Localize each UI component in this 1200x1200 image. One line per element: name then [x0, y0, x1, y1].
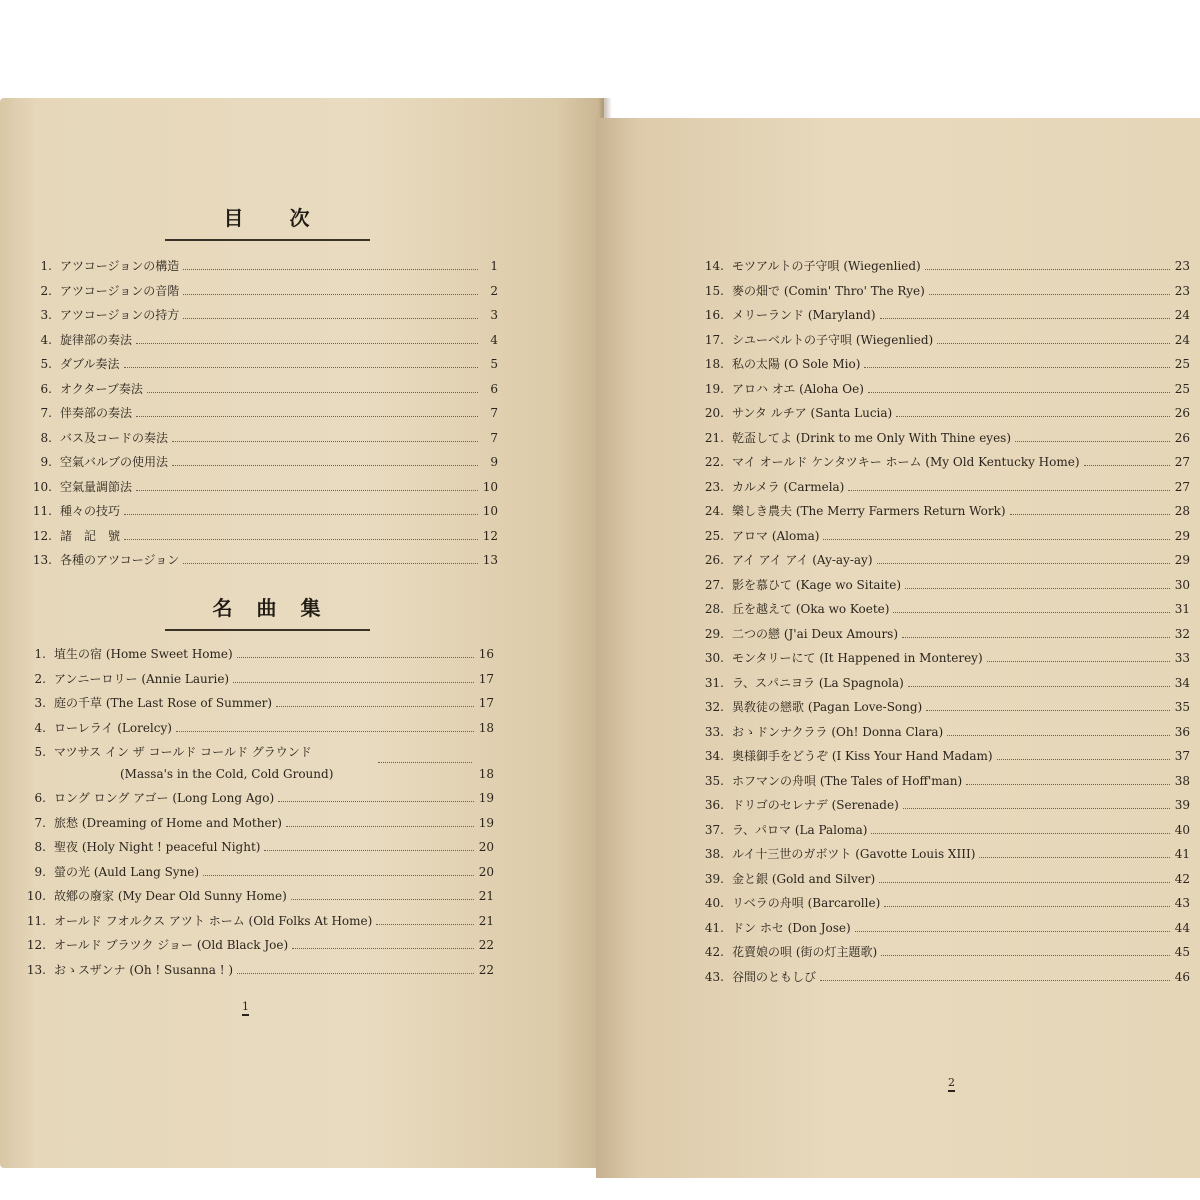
toc-entry [30, 328, 498, 353]
leader-dots [905, 588, 1170, 589]
entry-page: 43 [1174, 896, 1190, 910]
toc-entry [702, 597, 1190, 622]
toc-entry [702, 940, 1190, 965]
entry-page: 39 [1174, 798, 1190, 812]
leader-dots [893, 612, 1170, 613]
entry-number: 4. [40, 332, 52, 347]
toc-entry [24, 933, 494, 958]
entry-page: 40 [1174, 822, 1190, 837]
leader-dots [823, 539, 1170, 540]
entry-number: 5. [34, 745, 46, 759]
toc-entry [24, 786, 494, 811]
contents-list [30, 254, 498, 573]
entry-page: 6 [490, 381, 498, 396]
leader-dots [278, 801, 474, 802]
entry-title: マツサス イン ザ コールド コールド グラウンド [54, 745, 312, 759]
entry-title: シユーベルトの子守唄 (Wiegenlied) [732, 332, 934, 347]
entry-page: 3 [490, 308, 498, 322]
entry-page: 23 [1174, 283, 1190, 298]
entry-number: 2. [40, 283, 52, 298]
entry-page: 2 [490, 283, 498, 298]
toc-entry [702, 524, 1190, 549]
leader-dots [903, 808, 1170, 809]
toc-entry [702, 426, 1190, 451]
leader-dots [176, 731, 474, 732]
leader-dots [896, 416, 1170, 417]
toc-entry [30, 377, 498, 402]
entry-title: ローレライ (Lorelcy) [54, 720, 172, 735]
entry-number: 30. [704, 651, 724, 665]
entry-title: オクターブ奏法 [60, 381, 143, 396]
entry-number: 8. [34, 840, 46, 854]
entry-page: 20 [478, 840, 494, 854]
entry-page: 16 [478, 647, 494, 661]
toc-entry [30, 352, 498, 377]
entry-number: 1. [34, 647, 46, 661]
entry-page: 31 [1174, 602, 1190, 616]
entry-number: 35. [704, 773, 724, 788]
toc-entry [24, 958, 494, 983]
entry-title: 二つの戀 (J'ai Deux Amours) [732, 626, 899, 641]
entry-page: 18 [478, 720, 494, 735]
entry-page: 42 [1174, 871, 1190, 886]
toc-entry [702, 769, 1190, 794]
entry-number: 18. [704, 357, 724, 371]
leader-dots [376, 924, 474, 925]
toc-entry [702, 818, 1190, 843]
leader-dots [136, 490, 478, 491]
toc-entry [702, 720, 1190, 745]
heading-rule [165, 239, 370, 241]
toc-entry [24, 716, 494, 741]
entry-page: 12 [482, 528, 498, 543]
toc-entry [702, 352, 1190, 377]
entry-page: 21 [478, 889, 494, 903]
toc-entry [702, 842, 1190, 867]
entry-title: 伴奏部の奏法 [60, 406, 133, 420]
entry-title: ロング ロング アゴー (Long Long Ago) [54, 791, 275, 805]
toc-entry [702, 377, 1190, 402]
entry-title: 金と銀 (Gold and Silver) [732, 871, 876, 886]
songs-heading: 名 曲 集 [165, 592, 370, 621]
entry-number: 10. [26, 889, 46, 903]
toc-entry [24, 811, 494, 836]
entry-number: 6. [40, 381, 52, 396]
toc-entry [702, 548, 1190, 573]
entry-number: 3. [40, 308, 52, 322]
leader-dots [1015, 441, 1170, 442]
entry-title: 谷間のともしび [732, 969, 817, 984]
leader-dots [276, 706, 474, 707]
toc-entry [24, 740, 494, 786]
leader-dots [203, 875, 474, 876]
entry-title: 異敎徒の戀歌 (Pagan Love-Song) [732, 700, 923, 714]
entry-page: 35 [1174, 700, 1190, 714]
entry-title: バス及コードの奏法 [60, 430, 169, 445]
entry-number: 40. [704, 896, 724, 910]
leader-dots [947, 735, 1170, 736]
toc-entry [24, 642, 494, 667]
leader-dots [979, 857, 1170, 858]
toc-entry [30, 499, 498, 524]
entry-number: 13. [26, 962, 46, 977]
entry-page: 44 [1174, 920, 1190, 935]
entry-page: 24 [1174, 308, 1190, 322]
toc-entry [702, 793, 1190, 818]
entry-title: 麥の畑で (Comin' Thro' The Rye) [732, 283, 925, 298]
entry-number: 27. [704, 577, 724, 592]
entry-number: 19. [704, 381, 724, 396]
entry-title: 旋律部の奏法 [60, 332, 133, 347]
toc-entry [702, 450, 1190, 475]
entry-subtitle: (Massa's in the Cold, Cold Ground) [120, 767, 334, 781]
entry-title: ホフマンの舟唄 (The Tales of Hoff'man) [732, 773, 963, 788]
leader-dots [820, 980, 1170, 981]
entry-title: モツアルトの子守唄 (Wiegenlied) [732, 259, 921, 273]
leader-dots [183, 269, 478, 270]
entry-number: 43. [704, 969, 724, 984]
leader-dots [124, 514, 478, 515]
entry-page: 26 [1174, 406, 1190, 420]
entry-number: 9. [40, 455, 52, 469]
toc-entry [24, 835, 494, 860]
entry-title: マイ オールド ケンタツキー ホーム (My Old Kentucky Home) [732, 455, 1080, 469]
toc-entry [702, 695, 1190, 720]
leader-dots [966, 784, 1170, 785]
entry-title: アロハ オエ (Aloha Oe) [732, 381, 864, 396]
toc-entry [30, 254, 498, 279]
leader-dots [183, 563, 478, 564]
entry-title: 諸 記 號 [60, 528, 121, 543]
entry-title: おゝスザンナ (Oh ! Susanna ! ) [54, 962, 234, 977]
toc-entry [30, 524, 498, 549]
entry-page: 27 [1174, 455, 1190, 469]
toc-entry [702, 916, 1190, 941]
entry-title: カルメラ (Carmela) [732, 479, 845, 494]
toc-entry [24, 909, 494, 934]
entry-number: 7. [34, 815, 46, 830]
leader-dots [855, 931, 1170, 932]
right-songs-list [702, 254, 1190, 989]
entry-title: 種々の技巧 [60, 504, 121, 518]
leader-dots [136, 343, 478, 344]
leader-dots [1084, 465, 1170, 466]
entry-title: 丘を越えて (Oka wo Koete) [732, 602, 890, 616]
entry-page: 46 [1174, 969, 1190, 984]
leader-dots [147, 392, 478, 393]
entry-page: 25 [1174, 381, 1190, 396]
entry-title: モンタリーにて (It Happened in Monterey) [732, 651, 983, 665]
entry-title: アツコージョンの持方 [60, 308, 180, 322]
entry-page: 9 [490, 455, 498, 469]
entry-page: 7 [490, 430, 498, 445]
entry-page: 17 [478, 696, 494, 710]
leader-dots [136, 416, 478, 417]
entry-title: アイ アイ アイ (Ay-ay-ay) [732, 553, 873, 567]
entry-page: 18 [478, 767, 494, 781]
entry-page: 30 [1174, 577, 1190, 592]
entry-title: 空氣量調節法 [60, 479, 133, 494]
leader-dots [987, 661, 1170, 662]
entry-number: 16. [704, 308, 724, 322]
entry-title: 故鄕の廢家 (My Dear Old Sunny Home) [54, 889, 287, 903]
entry-title: 庭の千草 (The Last Rose of Summer) [54, 696, 273, 710]
entry-title: アンニーロリー (Annie Laurie) [54, 671, 230, 686]
leader-dots [183, 294, 478, 295]
entry-title: 各種のアツコージョン [60, 553, 180, 567]
leader-dots [378, 762, 472, 763]
leader-dots [848, 490, 1170, 491]
entry-number: 5. [40, 357, 52, 371]
leader-dots [237, 657, 474, 658]
toc-entry [30, 279, 498, 304]
toc-entry [24, 860, 494, 885]
leader-dots [286, 826, 474, 827]
entry-page: 34 [1174, 675, 1190, 690]
entry-page: 32 [1174, 626, 1190, 641]
heading-rule [165, 629, 370, 631]
leader-dots [292, 948, 474, 949]
entry-title: 螢の光 (Auld Lang Syne) [54, 864, 200, 879]
entry-number: 4. [34, 720, 46, 735]
toc-entry [702, 254, 1190, 279]
leader-dots [868, 392, 1170, 393]
right-page [596, 118, 1200, 1178]
leader-dots [881, 955, 1170, 956]
leader-dots [908, 686, 1170, 687]
entry-title: オールド ブラツク ジョー (Old Black Joe) [54, 938, 289, 952]
leader-dots [183, 318, 478, 319]
entry-page: 13 [482, 553, 498, 567]
entry-title: サンタ ルチア (Santa Lucia) [732, 406, 893, 420]
entry-number: 36. [704, 798, 724, 812]
toc-entry [24, 691, 494, 716]
entry-page: 4 [490, 332, 498, 347]
entry-number: 7. [40, 406, 52, 420]
leader-dots [929, 294, 1170, 295]
entry-page: 45 [1174, 945, 1190, 959]
entry-page: 20 [478, 864, 494, 879]
entry-number: 12. [26, 938, 46, 952]
entry-number: 25. [704, 528, 724, 543]
entry-title: メリーランド (Maryland) [732, 308, 876, 322]
entry-title: 聖夜 (Holy Night ! peaceful Night) [54, 840, 261, 854]
toc-entry [702, 279, 1190, 304]
entry-number: 34. [704, 749, 724, 763]
entry-title: 樂しき農夫 (The Merry Farmers Return Work) [732, 504, 1006, 518]
entry-number: 39. [704, 871, 724, 886]
entry-title: おゝドンナクララ (Oh! Donna Clara) [732, 724, 944, 739]
entry-number: 33. [704, 724, 724, 739]
leader-dots [871, 833, 1170, 834]
entry-title: 花賣娘の唄 (街の灯主題歌) [732, 945, 878, 959]
toc-entry [702, 671, 1190, 696]
leader-dots [172, 441, 478, 442]
entry-page: 21 [478, 913, 494, 928]
toc-entry [30, 548, 498, 573]
entry-number: 41. [704, 920, 724, 935]
entry-number: 31. [704, 675, 724, 690]
entry-title: ラ、スパニヨラ (La Spagnola) [732, 675, 904, 690]
leader-dots [172, 465, 478, 466]
entry-page: 33 [1174, 651, 1190, 665]
toc-entry [30, 401, 498, 426]
entry-title: アツコージョンの構造 [60, 259, 180, 273]
entry-number: 21. [704, 430, 724, 445]
entry-title: 影を慕ひて (Kage wo Sitaite) [732, 577, 902, 592]
entry-page: 7 [490, 406, 498, 420]
leader-dots [880, 318, 1170, 319]
leader-dots [291, 899, 474, 900]
entry-number: 8. [40, 430, 52, 445]
entry-number: 32. [704, 700, 724, 714]
toc-entry [702, 573, 1190, 598]
entry-number: 17. [704, 332, 724, 347]
entry-title: 旅愁 (Dreaming of Home and Mother) [54, 815, 282, 830]
entry-number: 26. [704, 553, 724, 567]
toc-entry [702, 401, 1190, 426]
leader-dots [264, 850, 474, 851]
toc-entry [24, 667, 494, 692]
leader-dots [877, 563, 1170, 564]
leader-dots [902, 637, 1170, 638]
entry-page: 10 [482, 504, 498, 518]
toc-entry [702, 646, 1190, 671]
entry-number: 29. [704, 626, 724, 641]
toc-entry [30, 426, 498, 451]
entry-title: ラ、パロマ (La Paloma) [732, 822, 868, 837]
toc-entry [702, 744, 1190, 769]
entry-number: 24. [704, 504, 724, 518]
leader-dots [237, 973, 474, 974]
toc-entry [30, 303, 498, 328]
entry-page: 38 [1174, 773, 1190, 788]
leader-dots [925, 269, 1170, 270]
entry-number: 28. [704, 602, 724, 616]
entry-title: ドリゴのセレナデ (Serenade) [732, 798, 899, 812]
leader-dots [926, 710, 1170, 711]
leader-dots [124, 367, 478, 368]
entry-number: 2. [34, 671, 46, 686]
entry-page: 22 [478, 938, 494, 952]
leader-dots [879, 882, 1170, 883]
entry-number: 11. [26, 913, 46, 928]
toc-entry [702, 867, 1190, 892]
toc-entry [702, 499, 1190, 524]
leader-dots [233, 682, 474, 683]
entry-page: 41 [1174, 847, 1190, 861]
toc-entry [702, 303, 1190, 328]
entry-number: 13. [32, 553, 52, 567]
leader-dots [864, 367, 1170, 368]
entry-number: 9. [34, 864, 46, 879]
entry-page: 17 [478, 671, 494, 686]
entry-title: ルイ十三世のガボツト (Gavotte Louis XIII) [732, 847, 976, 861]
entry-page: 36 [1174, 724, 1190, 739]
entry-number: 37. [704, 822, 724, 837]
entry-page: 25 [1174, 357, 1190, 371]
page-number: 1 [242, 1000, 249, 1016]
open-book [0, 98, 1200, 1178]
entry-page: 29 [1174, 528, 1190, 543]
leader-dots [937, 343, 1170, 344]
toc-entry [702, 965, 1190, 990]
entry-page: 1 [490, 259, 498, 273]
entry-title: アツコージョンの音階 [60, 283, 180, 298]
entry-number: 12. [32, 528, 52, 543]
entry-number: 11. [32, 504, 52, 518]
entry-title: 私の太陽 (O Sole Mio) [732, 357, 861, 371]
entry-number: 38. [704, 847, 724, 861]
entry-title: ダブル奏法 [60, 357, 120, 371]
toc-entry [30, 475, 498, 500]
entry-page: 27 [1174, 479, 1190, 494]
toc-entry [30, 450, 498, 475]
entry-number: 1. [40, 259, 52, 273]
entry-number: 23. [704, 479, 724, 494]
entry-title: アロマ (Aloma) [732, 528, 820, 543]
entry-number: 6. [34, 791, 46, 805]
entry-page: 22 [478, 962, 494, 977]
entry-page: 26 [1174, 430, 1190, 445]
entry-title: ドン ホセ (Don Jose) [732, 920, 851, 935]
entry-page: 24 [1174, 332, 1190, 347]
entry-number: 15. [704, 283, 724, 298]
entry-number: 10. [32, 479, 52, 494]
entry-title: 奥様御手をどうぞ (I Kiss Your Hand Madam) [732, 749, 993, 763]
entry-title: オールド フオルクス アツト ホーム (Old Folks At Home) [54, 913, 373, 928]
entry-number: 14. [704, 259, 724, 273]
entry-page: 37 [1174, 749, 1190, 763]
left-songs-list [24, 642, 494, 982]
toc-entry [702, 328, 1190, 353]
leader-dots [124, 539, 478, 540]
leader-dots [884, 906, 1170, 907]
page-number: 2 [948, 1076, 955, 1092]
entry-page: 23 [1174, 259, 1190, 273]
entry-title: 空氣バルブの使用法 [60, 455, 169, 469]
entry-number: 3. [34, 696, 46, 710]
toc-entry [702, 891, 1190, 916]
toc-entry [702, 622, 1190, 647]
leader-dots [1010, 514, 1170, 515]
entry-page: 28 [1174, 504, 1190, 518]
toc-entry [24, 884, 494, 909]
entry-page: 5 [490, 357, 498, 371]
entry-title: リベラの舟唄 (Barcarolle) [732, 896, 881, 910]
entry-page: 19 [478, 791, 494, 805]
entry-title: 埴生の宿 (Home Sweet Home) [54, 647, 233, 661]
left-page [0, 98, 604, 1168]
contents-heading: 目 次 [165, 202, 370, 231]
entry-page: 19 [478, 815, 494, 830]
entry-page: 29 [1174, 553, 1190, 567]
toc-entry [702, 475, 1190, 500]
entry-title: 乾盃してよ (Drink to me Only With Thine eyes) [732, 430, 1012, 445]
entry-page: 10 [482, 479, 498, 494]
entry-number: 42. [704, 945, 724, 959]
entry-number: 20. [704, 406, 724, 420]
entry-number: 22. [704, 455, 724, 469]
leader-dots [997, 759, 1170, 760]
